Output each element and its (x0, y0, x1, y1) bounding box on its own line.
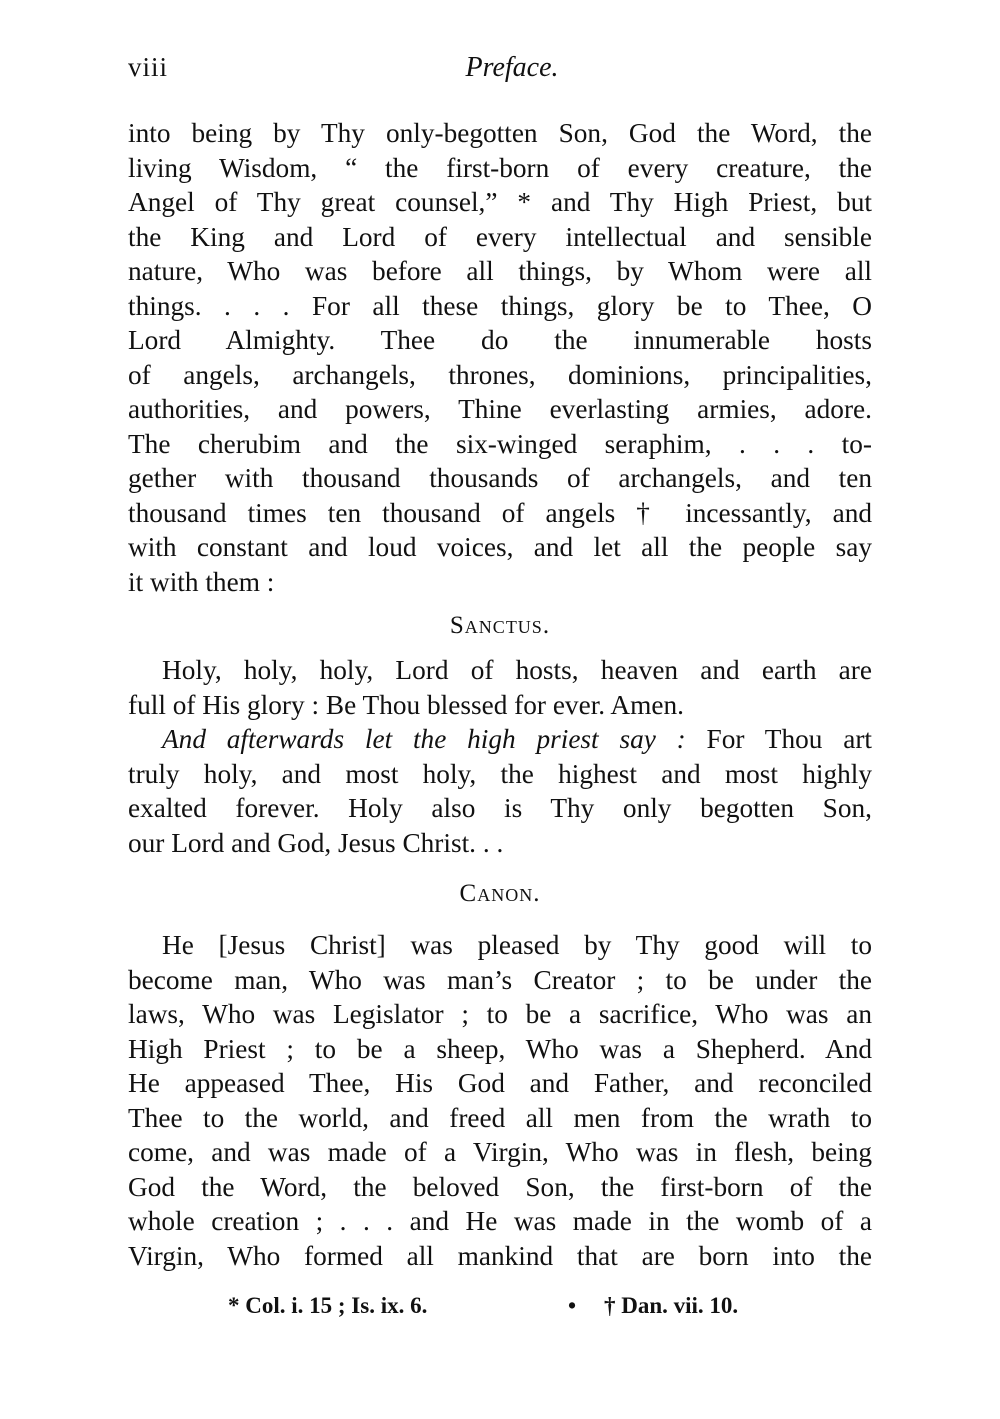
text-line: the King and Lord of every intellectual and sensible (128, 221, 872, 252)
text-line: High Priest ; to be a sheep, Who was a Shepherd. And (128, 1033, 872, 1064)
text-line: living Wisdom, “ the first-born of every creature, the (128, 152, 872, 183)
rubric-italic: And afterwards let the high priest say : (162, 724, 686, 754)
rubric-line (128, 722, 872, 757)
text-line: The cherubim and the six-winged seraphim, . . . to- (128, 428, 872, 459)
text-line: truly holy, and most holy, the highest and most highly (128, 758, 872, 789)
text-line: our Lord and God, Jesus Christ. . . (128, 827, 504, 858)
text-line: thousand times ten thousand of angels † incessantly, and (128, 497, 872, 528)
text-line: exalted forever. Holy also is Thy only begotten Son, (128, 793, 872, 823)
footnotes (128, 1293, 872, 1329)
text-line: things. . . . For all these things, glory be to Thee, O (128, 290, 872, 321)
section-heading-sanctus: Sanctus. (449, 612, 551, 639)
paragraph-sanctus (128, 653, 872, 860)
text-line: Angel of Thy great counsel,” * and Thy High Priest, but (128, 187, 872, 217)
text-line: Virgin, Who formed all mankind that are born into the (128, 1240, 872, 1271)
text-line: whole creation ; . . . and He was made in the womb of a (128, 1206, 872, 1236)
running-head (128, 52, 872, 92)
text-line: God the Word, the beloved Son, the first-born of the (128, 1171, 872, 1202)
text-line: Thee to the world, and freed all men from the wrath to (128, 1102, 872, 1133)
footnote-dan: † Dan. vii. 10. (604, 1293, 739, 1318)
text-line: Lord Almighty. Thee do the innumerable hosts (128, 325, 872, 355)
text-line: gether with thousand thousands of archangels, and ten (128, 463, 872, 493)
paragraph-preface-continuation (128, 116, 872, 599)
text-line: full of His glory : Be Thou blessed for ever. Amen. (128, 689, 684, 720)
text-line: with constant and loud voices, and let all the people say (128, 532, 872, 562)
text-line: it with them : (128, 566, 275, 597)
text-line: He appeased Thee, His God and Father, and reconciled (128, 1068, 872, 1098)
body-text (128, 116, 872, 1273)
footnote-separator: • (568, 1293, 577, 1318)
text-line: Holy, holy, holy, Lord of hosts, heaven and earth are (162, 655, 872, 685)
text-line: nature, Who was before all things, by Whom were all (128, 256, 872, 286)
running-title: Preface. (465, 52, 559, 83)
page-number: viii (128, 52, 169, 82)
text-line: He [Jesus Christ] was pleased by Thy good will to (162, 930, 872, 960)
rubric-text: For Thou art (685, 724, 872, 754)
paragraph-canon (128, 928, 872, 1273)
text-line: laws, Who was Legislator ; to be a sacrifice, Who was an (128, 999, 872, 1029)
footnote-col-is: * Col. i. 15 ; Is. ix. 6. (228, 1293, 428, 1318)
text-line: become man, Who was man’s Creator ; to be under the (128, 964, 872, 995)
text-line: come, and was made of a Virgin, Who was in flesh, being (128, 1137, 872, 1167)
section-heading-canon: Canon. (459, 880, 541, 907)
text-line: of angels, archangels, thrones, dominions, principalities, (128, 359, 872, 390)
text-line: into being by Thy only-begotten Son, God the Word, the (128, 118, 872, 148)
text-line: authorities, and powers, Thine everlasting armies, adore. (128, 394, 872, 424)
